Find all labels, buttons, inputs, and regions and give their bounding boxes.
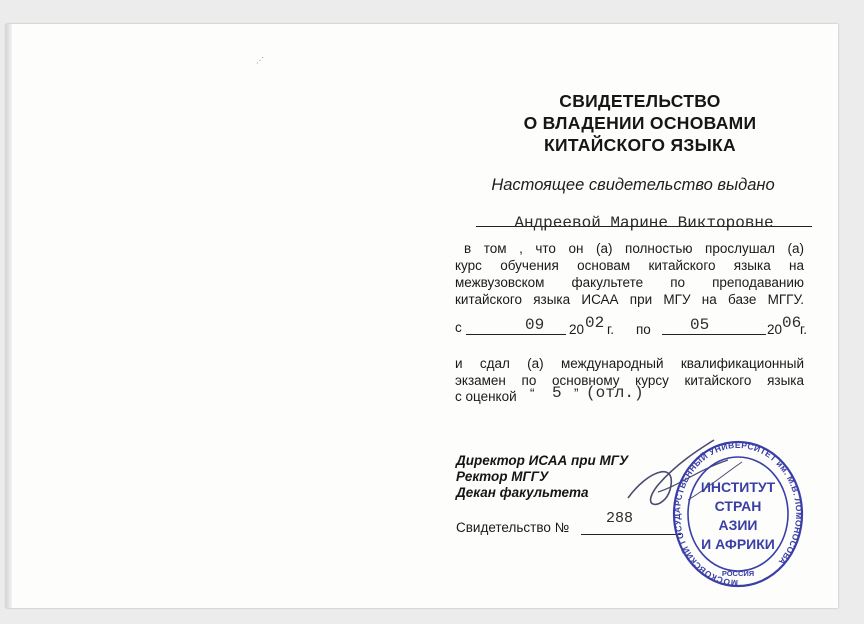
stamp-center-line-2: СТРАН xyxy=(714,498,762,514)
svg-text:МОСКОВСКИЙ ГОСУДАРСТВЕННЫЙ УНИ xyxy=(672,440,804,588)
stamp-center-line-3: АЗИИ xyxy=(718,517,758,533)
exam-line-2: экзамен по основному курсу китайского языка xyxy=(455,373,804,388)
page-fold-shadow xyxy=(6,24,12,608)
to-month-line xyxy=(662,334,766,335)
to-year-prefix: 20 xyxy=(767,322,783,337)
period-to-label: по xyxy=(636,322,651,337)
certificate-title-line-1: СВИДЕТЕЛЬСТВО xyxy=(559,91,721,111)
grade-open-quote: “ xyxy=(530,386,535,401)
from-year-suffix: г. xyxy=(607,322,615,337)
body-line-3: межвузовском факультете по преподаванию xyxy=(455,275,804,290)
grade-label: с оценкой xyxy=(455,389,517,404)
certificate-number-value: 288 xyxy=(606,510,634,527)
body-line-1: в том , что он (а) полностью прослушал (а) xyxy=(464,241,804,256)
signatory-dean: Декан факультета xyxy=(456,485,589,500)
institute-round-stamp xyxy=(672,434,804,590)
signatory-rector: Ректор МГГУ xyxy=(456,469,549,484)
issued-to-label: Настоящее свидетельство выдано xyxy=(491,176,775,194)
to-month-value: 05 xyxy=(690,316,710,334)
body-line-2: курс обучения основам китайского языка на xyxy=(455,258,804,273)
period-from-label: с xyxy=(455,320,462,335)
grade-value: 5 xyxy=(552,384,562,402)
stamp-ring-text: МОСКОВСКИЙ ГОСУДАРСТВЕННЫЙ УНИВЕРСИТЕТ им. М.В. ЛОМОНОСОВА xyxy=(672,439,804,589)
from-month-line xyxy=(466,334,566,335)
from-month-value: 09 xyxy=(525,316,545,334)
recipient-name: Андреевой Марине Викторовне xyxy=(514,214,774,232)
body-line-4: китайского языка ИСАА при МГУ на базе МГГУ. xyxy=(455,292,804,307)
stamp-center-line-4: И АФРИКИ xyxy=(701,536,775,552)
grade-text: (отл.) xyxy=(586,384,644,402)
certificate-number-label: Свидетельство № xyxy=(456,520,570,535)
stamp-country: РОССИЯ xyxy=(721,569,755,578)
grade-close-quote: ” xyxy=(574,386,579,401)
signatory-director: Директор ИСАА при МГУ xyxy=(456,453,629,468)
from-year-value: 02 xyxy=(585,314,605,332)
certificate-number-line xyxy=(581,534,681,535)
exam-line-1: и сдал (а) международный квалификационный xyxy=(455,356,804,371)
to-year-suffix: г. xyxy=(800,322,808,337)
from-year-prefix: 20 xyxy=(569,322,585,337)
to-year-value: 06 xyxy=(782,314,802,332)
certificate-title-line-2: О ВЛАДЕНИИ ОСНОВАМИ xyxy=(523,113,757,133)
certificate-title-line-3: КИТАЙСКОГО ЯЗЫКА xyxy=(544,135,736,155)
paper-speck: ⋰ xyxy=(256,56,264,65)
stamp-center-line-1: ИНСТИТУТ xyxy=(700,479,776,495)
